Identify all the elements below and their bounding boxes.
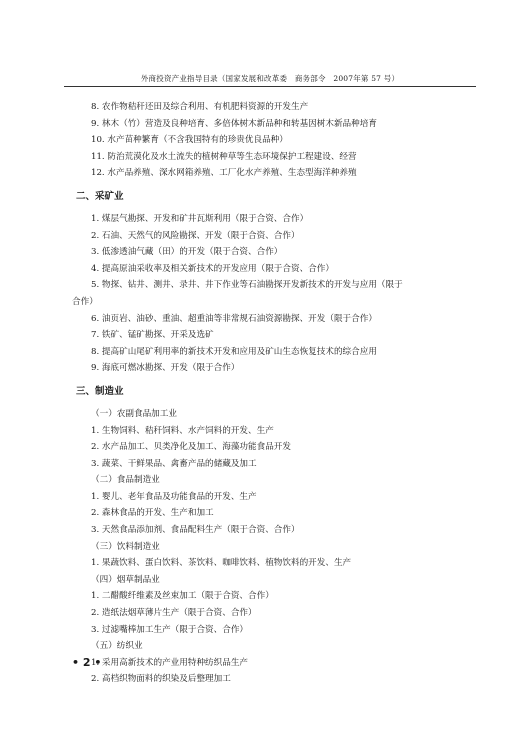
list-item: 3. 过滤嘴棒加工生产（限于合资、合作） <box>91 624 249 635</box>
list-item: 1. 二醋酸纤维素及丝束加工（限于合资、合作） <box>91 591 274 602</box>
list-item: 11. 防治荒漠化及水土流失的植树种草等生态环境保护工程建设、经营 <box>91 151 357 162</box>
page-content <box>72 99 474 688</box>
list-item: 2. 高档织物面料的织染及后整理加工 <box>91 674 231 685</box>
list-item: 4. 提高原油采收率及相关新技术的开发应用（限于合资、合作） <box>91 263 334 274</box>
list-item: 8. 农作物秸秆还田及综合利用、有机肥料资源的开发生产 <box>91 102 309 112</box>
list-item: 2. 造纸法烟草薄片生产（限于合资、合作） <box>91 608 257 619</box>
list-item: 10. 水产苗种繁育（不含我国特有的珍贵优良品种） <box>91 135 288 146</box>
list-item: 1. 生物饲料、秸秆饲料、水产饲料的开发、生产 <box>91 425 274 436</box>
list-item: 7. 铁矿、锰矿勘探、开采及选矿 <box>91 330 214 341</box>
list-item: 3. 天然食品添加剂、食品配料生产（限于合资、合作） <box>91 525 300 536</box>
list-item: 1. 果蔬饮料、蛋白饮料、茶饮料、咖啡饮料、植物饮料的开发、生产 <box>91 558 352 569</box>
subsection-label: （五）纺织业 <box>91 641 143 652</box>
header-rule <box>64 86 476 87</box>
list-item: 3. 蔬菜、干鲜果品、禽畜产品的储藏及加工 <box>91 458 257 469</box>
list-item: 2. 石油、天然气的风险勘探、开发（限于合资、合作） <box>91 230 300 241</box>
list-item: 2. 森林食品的开发、生产和加工 <box>91 508 214 519</box>
list-item: 3. 低渗透油气藏（田）的开发（限于合资、合作） <box>91 247 283 258</box>
list-item: 1. 采用高新技术的产业用特种纺织品生产 <box>91 657 249 668</box>
section-heading-manufacturing: 三、制造业 <box>76 385 124 397</box>
subsection-label: （二）食品制造业 <box>91 475 160 486</box>
mining-list <box>72 211 474 377</box>
list-item: 2. 水产品加工、贝类净化及加工、海藻功能食品开发 <box>91 442 291 453</box>
page-number: • 2 • <box>72 656 102 669</box>
list-item: 1. 煤层气勘探、开发和矿井瓦斯利用（限于合资、合作） <box>91 213 309 224</box>
list-item: 1. 婴儿、老年食品及功能食品的开发、生产 <box>91 491 257 502</box>
subsection-label: （一）农副食品加工业 <box>91 408 177 419</box>
list-item-wrapped-line1: 5. 物探、钻井、测井、录井、井下作业等石油勘探开发新技术的开发与应用（限于 <box>91 280 403 291</box>
manufacturing-list <box>72 406 474 688</box>
subsection-label: （三）饮料制造业 <box>91 541 160 552</box>
list-item: 9. 林木（竹）营造及良种培育、多倍体树木新品种和转基因树木新品种培育 <box>91 118 377 129</box>
running-header: 外商投资产业指导目录（国家发展和改革委 商务部令 2007年第 57 号） <box>140 74 400 83</box>
list-item-wrapped-line2: 合作） <box>72 296 98 307</box>
subsection-label: （四）烟草制品业 <box>91 574 160 585</box>
list-item: 9. 海底可燃冰勘探、开发（限于合作） <box>91 363 240 374</box>
list-item: 12. 水产品养殖、深水网箱养殖、工厂化水产养殖、生态型海洋种养殖 <box>91 168 357 179</box>
list-item: 8. 提高矿山尾矿利用率的新技术开发和应用及矿山生态恢复技术的综合应用 <box>91 346 377 357</box>
list-item: 6. 油页岩、油砂、重油、超重油等非常规石油资源勘探、开发（限于合作） <box>91 313 377 324</box>
agriculture-list <box>72 99 474 182</box>
section-heading-mining: 二、采矿业 <box>76 190 124 202</box>
